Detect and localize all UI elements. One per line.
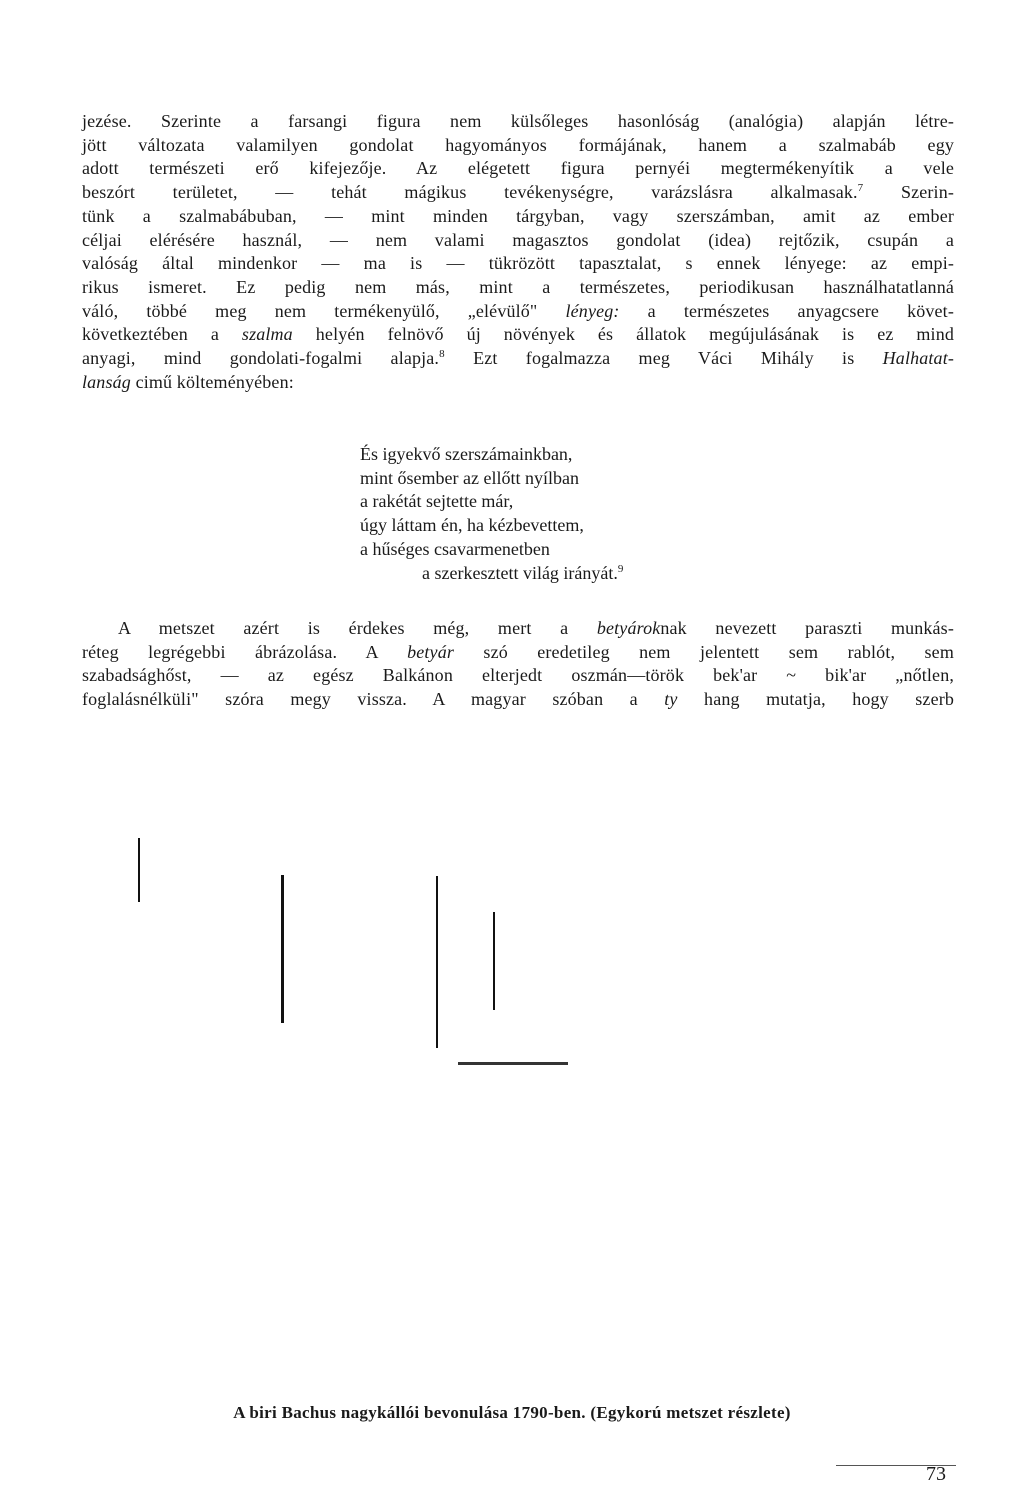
text-line: beszórt területet, — tehát mágikus tevékenységre, varázslásra alkalmasak.$^7$ Szerin- [82,182,954,203]
text-line: jött változata valamilyen gondolat hagyományos formájának, hanem a szalmabáb egy [82,134,954,155]
footnote-ref-9: 9 [617,562,624,575]
vertical-mark [138,838,140,902]
footnote-ref-7: 7 [857,182,864,195]
text-line: jezése. Szerinte a farsangi figura nem külsőleges hasonlóság (analógia) alapján létre- [82,111,954,131]
vertical-mark [281,875,284,1023]
vertical-mark [493,912,495,1010]
horizontal-mark [458,1062,568,1065]
figure-caption: A biri Bachus nagykállói bevonulása 1790-ben. (Egykorú metszet részlete) [233,1403,791,1422]
text-line: anyagi, mind gondolati-fogalmi alapja.$^8$ Ezt fogalmazza meg Váci Mihály is Halhatat- [82,348,955,369]
text-line: rikus ismeret. Ez pedig nem más, mint a természetes, periodikusan használhatatlanná [82,276,954,297]
poem-line: És igyekvő szerszámainkban, [360,444,573,464]
poem-line: a hűséges csavarmenetben [360,538,550,559]
text-line: szabadsághőst, — az egész Balkánon elterjedt oszmán—török bek'ar ~ bik'ar „nőtlen, [82,665,954,686]
text-line: réteg legrégebbi ábrázolása. A betyár szó eredetileg nem jelentett sem rablót, sem [82,641,954,662]
text-line: tünk a szalmabábuban, — mint minden tárgyban, vagy szerszámban, amit az ember [82,205,954,226]
text-line: váló, többé meg nem termékenyülő, „elévülő" lényeg: a természetes anyagcsere követ- [82,300,954,321]
text-line: valóság által mindenkor — ma is — tükrözött tapasztalat, s ennek lényege: az empi- [82,253,954,274]
text-line: adott természeti erő kifejezője. Az elégetett figura pernyéi megtermékenyítik a vele [82,158,954,179]
paragraph-1 [82,110,954,394]
poem-line: a szerkesztett világ irányát.$^9$ [422,562,624,583]
vertical-mark [436,876,438,1048]
page-number: 73 [926,1463,946,1485]
text-line: foglalásnélküli" szóra megy vissza. A magyar szóban a ty hang mutatja, hogy szerb [82,689,955,710]
text-line: céljai elérésére használ, — nem valami magasztos gondolat (idea) rejtőzik, csupán a [82,229,954,250]
poem-line: úgy láttam én, ha kézbevettem, [360,515,584,536]
text-line: lanság cimű költeményében: [82,371,294,392]
text-line: következtében a szalma helyén felnövő új növények és állatok megújulásának is ez mind [82,324,955,345]
poem-line: mint ősember az ellőtt nyílban [360,467,579,488]
poem-line: a rakétát sejtette már, [360,491,514,512]
text-line: A metszet azért is érdekes még, mert a betyároknak nevezett paraszti munkás- [118,618,954,638]
poem-quote [360,443,780,585]
paragraph-2 [82,617,954,712]
footnote-ref-8: 8 [439,348,445,361]
